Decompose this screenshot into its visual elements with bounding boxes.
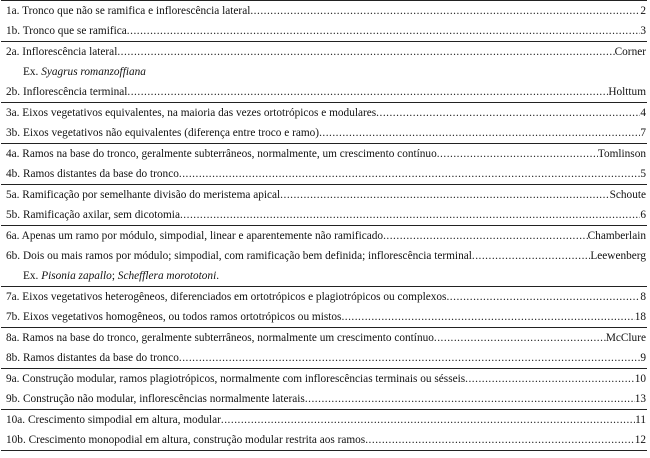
lead-target: Chamberlain: [587, 230, 646, 242]
lead-target: 4: [640, 107, 646, 119]
key-couplet: [1, 409, 647, 451]
key-lead: [1, 164, 647, 184]
key-lead: [1, 430, 647, 450]
key-lead: [1, 144, 647, 164]
example-punctuation: .: [216, 270, 220, 282]
lead-target: Leewenberg: [590, 250, 646, 262]
example-punctuation: ;: [111, 270, 118, 282]
example-line: [1, 266, 647, 286]
example-line: [1, 62, 647, 82]
dot-leader: [179, 164, 640, 184]
lead-target: 3: [640, 25, 646, 37]
lead-text: 8a. Ramos na base do tronco, geralmente subterrâneos, normalmente um crescimento contínuo: [6, 332, 434, 344]
key-lead: [1, 410, 647, 430]
dot-leader: [127, 21, 641, 41]
key-lead: [1, 185, 647, 205]
dot-leader: [180, 205, 640, 225]
lead-text: 1b. Tronco que se ramifica: [6, 25, 127, 37]
lead-text: 1a. Tronco que não se ramifica e inflorescência lateral: [6, 5, 251, 17]
lead-text: 10a. Crescimento simpodial em altura, modular: [6, 414, 221, 426]
dot-leader: [305, 389, 635, 409]
lead-text: 9a. Construção modular, ramos plagiotrópicos, normalmente com inflorescências terminais ou sésseis: [6, 373, 466, 385]
key-couplet: [1, 102, 647, 143]
lead-target: McClure: [605, 332, 646, 344]
key-couplet: [1, 286, 647, 327]
lead-target: 6: [640, 209, 646, 221]
key-couplet: [1, 184, 647, 225]
lead-target: 18: [634, 311, 646, 323]
lead-target: Holttum: [608, 86, 646, 98]
dot-leader: [179, 348, 640, 368]
lead-text: 3b. Eixos vegetativos não equivalentes (diferença entre troco e ramo): [6, 127, 320, 139]
lead-target: 8: [640, 291, 646, 303]
key-lead: [1, 307, 647, 327]
key-lead: [1, 205, 647, 225]
lead-text: 4a. Ramos na base do tronco, geralmente subterrâneos, normalmente, um crescimento contínuo: [6, 148, 437, 160]
key-lead: [1, 82, 647, 102]
key-lead: [1, 369, 647, 389]
lead-text: 6b. Dois ou mais ramos por módulo; simpodial, com ramificação bem definida; inflorescência terminal: [6, 250, 472, 262]
key-lead: [1, 42, 647, 62]
lead-text: 5a. Ramificação por semelhante divisão do meristema apical: [6, 189, 281, 201]
dot-leader: [383, 226, 588, 246]
lead-text: 6a. Apenas um ramo por módulo, simpodial, linear e aparentemente não ramificado: [6, 230, 384, 242]
dot-leader: [437, 144, 598, 164]
key-couplet: [1, 143, 647, 184]
dot-leader: [117, 42, 614, 62]
lead-target: 5: [640, 168, 646, 180]
key-lead: [1, 389, 647, 409]
key-lead: [1, 1, 647, 21]
key-couplet: [1, 41, 647, 102]
lead-text: 10b. Crescimento monopodial em altura, construção modular restrita aos ramos: [6, 434, 366, 446]
key-lead: [1, 328, 647, 348]
key-lead: [1, 103, 647, 123]
dot-leader: [341, 307, 634, 327]
species-name: Pisonia zapallo: [41, 270, 112, 282]
lead-text: 4b. Ramos distantes da base do tronco: [6, 168, 179, 180]
key-lead: [1, 348, 647, 368]
lead-text: 7b. Eixos vegetativos homogêneos, ou todos ramos ortotrópicos ou mistos: [6, 311, 342, 323]
dot-leader: [434, 328, 606, 348]
lead-target: 7: [640, 127, 646, 139]
dot-leader: [319, 123, 640, 143]
dot-leader: [376, 103, 640, 123]
lead-target: 11: [635, 414, 646, 426]
species-name: Syagrus romanzoffiana: [41, 66, 146, 78]
lead-target: 2: [640, 5, 646, 17]
lead-text: 5b. Ramificação axilar, sem dicotomia: [6, 209, 180, 221]
lead-target: 10: [634, 373, 646, 385]
lead-target: Schoute: [609, 189, 646, 201]
dot-leader: [446, 287, 640, 307]
lead-target: 9: [640, 352, 646, 364]
key-lead: [1, 226, 647, 246]
lead-target: Tomlinson: [597, 148, 646, 160]
key-couplet: [1, 0, 647, 41]
key-lead: [1, 123, 647, 143]
key-couplet: [1, 225, 647, 286]
lead-text: 8b. Ramos distantes da base do tronco: [6, 352, 179, 364]
species-name: Schefflera morototoni: [117, 270, 217, 282]
dot-leader: [472, 246, 591, 266]
example-prefix: Ex.: [23, 270, 42, 282]
lead-target: Corner: [614, 46, 646, 58]
key-lead: [1, 287, 647, 307]
lead-text: 7a. Eixos vegetativos heterogêneos, diferenciados em ortotrópicos e plagiotrópicos ou complexos: [6, 291, 447, 303]
key-couplet: [1, 327, 647, 368]
example-prefix: Ex.: [23, 66, 42, 78]
lead-text: 9b. Construção não modular, inflorescências normalmente laterais: [6, 393, 305, 405]
key-lead: [1, 21, 647, 41]
key-lead: [1, 246, 647, 266]
lead-text: 3a. Eixos vegetativos equivalentes, na maioria das vezes ortotrópicos e modulares: [6, 107, 377, 119]
dot-leader: [365, 430, 634, 450]
lead-target: 12: [634, 434, 646, 446]
dot-leader: [127, 82, 608, 102]
dot-leader: [250, 1, 640, 21]
lead-text: 2a. Inflorescência lateral: [6, 46, 118, 58]
dot-leader: [280, 185, 609, 205]
lead-target: 13: [634, 393, 646, 405]
lead-text: 2b. Inflorescência terminal: [6, 86, 128, 98]
dot-leader: [465, 369, 635, 389]
dot-leader: [221, 410, 635, 430]
key-couplet: [1, 368, 647, 409]
